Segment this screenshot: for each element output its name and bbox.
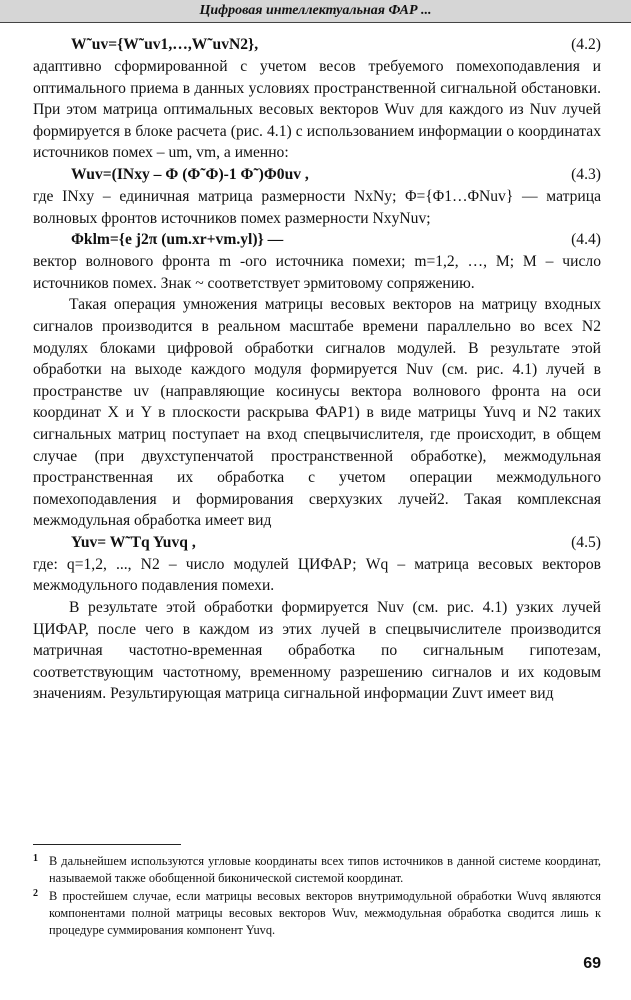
footnote-text: В простейшем случае, если матрицы весовых векторов внутримодульной обработки Wuvq являются компонентами полной матрицы весовых векторов Wuv, межмодульная обработка сводится лишь к процедуре суммирования компонент Yuvq. <box>49 889 601 937</box>
paragraph: где INxy – единичная матрица размерности NxNy; Φ={Φ1…ΦNuv} — матрица волновых фронтов источников помех размерности NxyNuv; <box>33 187 601 227</box>
paragraph: где: q=1,2, ..., N2 – число модулей ЦИФАР; Wq – матрица весовых векторов межмодульного подавления помехи. <box>33 555 601 595</box>
page-number: 69 <box>583 955 601 972</box>
footnote-mark: 2 <box>33 888 38 899</box>
paragraph: Такая операция умножения матрицы весовых векторов на матрицу входных сигналов производится в реальном масштабе времени параллельно во всех N2 модулях блоками цифровой обработки сигналов модулей. В результате этой обработки на выходе каждого модуля формируется Nuv (см. рис. 4.1) лучей в пространстве uv (направляющие косинусы вектора волнового фронта на оси координат X и Y в плоскости раскрыва ФАР1) в виде матрицы Yuvq и N2 таких сигнальных матриц поступает на вход спецвычислителя, где происходит, в общем случае (при двухступенчатой пространственной обработке), межмодульная пространственная их обработка с учетом операции межмодульного помехоподавления и формирования сверхузких лучей2. Такая комплексная межмодульная обработка имеет вид <box>33 296 601 530</box>
footnote-text: В дальнейшем используются угловые координаты всех типов источников в данной системе координат, называемой также обобщенной биконической системой координат. <box>49 854 601 885</box>
main-text <box>33 34 601 705</box>
footnote <box>33 888 601 939</box>
footnotes <box>33 853 601 940</box>
equation-4-4 <box>33 229 601 251</box>
footnote <box>33 853 601 887</box>
paragraph: вектор волнового фронта m -ого источника помехи; m=1,2, …, M; M – число источников помех. Знак ~ соответствует эрмитовому сопряжению. <box>33 253 601 292</box>
equation-number: (4.5) <box>571 533 601 551</box>
footnote-divider <box>33 844 181 845</box>
equation-number: (4.4) <box>571 231 601 249</box>
equation-formula: Yuv= W˜Tq Yuvq , <box>71 533 196 551</box>
equation-4-3 <box>33 164 601 186</box>
footnote-mark: 1 <box>33 853 38 864</box>
equation-4-2 <box>33 34 601 56</box>
paragraph: адаптивно сформированной с учетом весов требуемого помехоподавления и оптимального приема в данных условиях пространственной сигнальной обстановки. При этом матрица оптимальных весовых векторов Wuv для каждого из Nuv лучей формируется в блоке расчета (рис. 4.1) с использованием информации о координатах источников помех – um, vm, а именно: <box>33 58 601 162</box>
equation-formula: W˜uv={W˜uv1,…,W˜uvN2}, <box>71 36 259 53</box>
equation-4-5 <box>33 532 601 554</box>
paragraph: В результате этой обработки формируется Nuv (см. рис. 4.1) узких лучей ЦИФАР, после чего в каждом из этих лучей в спецвычислителе производится матричная частотно-временная обработка по сигнальным гипотезам, соответствующим частотному, временному разрешению сигналов и их кодовым значениям. Результирующая матрица сигнальной информации Zuvτ имеет вид <box>33 599 601 703</box>
equation-formula: Φklm={e j2π (um.xr+vm.yl)} — <box>71 231 284 249</box>
running-header: Цифровая интеллектуальная ФАР ... <box>0 0 631 23</box>
equation-formula: Wuv=(INxy – Φ (Φ˜Φ)-1 Φ˜)Φ0uv , <box>71 165 309 183</box>
equation-number: (4.2) <box>571 36 601 53</box>
equation-number: (4.3) <box>571 165 601 183</box>
